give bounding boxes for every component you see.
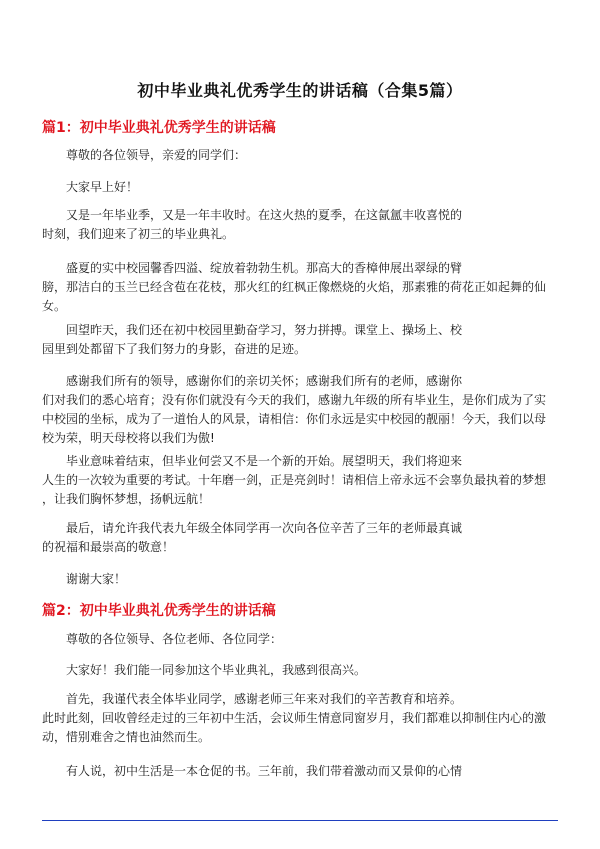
paragraph-line: 的祝福和最崇高的敬意！ bbox=[42, 540, 175, 554]
paragraph-line: 们对我们的悉心培育；没有你们就没有今天的我们，感谢九年级的所有毕业生，是你们成为了实 bbox=[42, 393, 547, 407]
section-heading-1: 篇1：初中毕业典礼优秀学生的讲话稿 bbox=[42, 120, 276, 136]
paragraph bbox=[42, 321, 562, 359]
paragraph bbox=[42, 206, 562, 244]
paragraph bbox=[42, 178, 562, 197]
paragraph-line: 大家好！我们能一同参加这个毕业典礼，我感到很高兴。 bbox=[66, 663, 367, 677]
paragraph-line: 动，惜别难舍之情也油然而生。 bbox=[42, 730, 211, 744]
paragraph-line: 最后，请允许我代表九年级全体同学再一次向各位辛苦了三年的老师最真诚 bbox=[66, 521, 463, 535]
paragraph-line: 大家早上好！ bbox=[66, 180, 139, 194]
paragraph bbox=[42, 259, 562, 316]
paragraph-line: 又是一年毕业季，又是一年丰收时。在这火热的夏季，在这氤氲丰收喜悦的 bbox=[66, 208, 463, 222]
paragraph bbox=[42, 146, 562, 165]
document-title: 初中毕业典礼优秀学生的讲话稿（合集5篇） bbox=[137, 81, 463, 100]
paragraph-line: 校为荣，明天母校将以我们为傲! bbox=[42, 431, 215, 445]
paragraph-line: ，让我们胸怀梦想，扬帆远航！ bbox=[42, 492, 211, 506]
section-heading-2: 篇2：初中毕业典礼优秀学生的讲话稿 bbox=[42, 603, 276, 619]
paragraph-line: 尊敬的各位领导、各位老师、各位同学： bbox=[66, 632, 283, 646]
paragraph-line: 园里到处都留下了我们努力的身影，奋进的足迹。 bbox=[42, 342, 307, 356]
paragraph bbox=[42, 630, 562, 649]
paragraph-line: 首先，我谨代表全体毕业同学，感谢老师三年来对我们的辛苦教育和培养。 bbox=[66, 692, 463, 706]
paragraph bbox=[42, 762, 562, 781]
paragraph-line: 人生的一次较为重要的考试。十年磨一剑，正是亮剑时！请相信上帝永远不会辜负最执着的梦想 bbox=[42, 473, 547, 487]
paragraph-line: 膀，那洁白的玉兰已经含苞在花枝，那火红的红枫正像燃烧的火焰，那素雅的荷花正如起舞的仙 bbox=[42, 280, 547, 294]
paragraph-line: 时刻，我们迎来了初三的毕业典礼。 bbox=[42, 227, 235, 241]
paragraph-line: 毕业意味着结束，但毕业何尝又不是一个新的开始。展望明天，我们将迎来 bbox=[66, 454, 463, 468]
paragraph-line: 谢谢大家！ bbox=[66, 572, 127, 586]
paragraph bbox=[42, 519, 562, 557]
paragraph-line: 此时此刻，回收曾经走过的三年初中生活，会议师生情意同窗岁月，我们都难以抑制住内心的激 bbox=[42, 711, 547, 725]
paragraph bbox=[42, 570, 562, 589]
paragraph-line: 女。 bbox=[42, 299, 67, 313]
paragraph bbox=[42, 372, 562, 448]
footer-rule bbox=[42, 820, 558, 821]
paragraph-line: 尊敬的各位领导，亲爱的同学们： bbox=[66, 148, 247, 162]
paragraph-line: 有人说，初中生活是一本仓促的书。三年前，我们带着激动而又景仰的心情 bbox=[66, 764, 463, 778]
paragraph-line: 中校园的坐标，成为了一道怡人的风景，请相信：你们永远是实中校园的靓丽！今天，我们以母 bbox=[42, 412, 547, 426]
paragraph bbox=[42, 452, 562, 509]
paragraph-line: 回望昨天，我们还在初中校园里勤奋学习，努力拼搏。课堂上、操场上、校 bbox=[66, 323, 463, 337]
paragraph bbox=[42, 690, 562, 747]
paragraph bbox=[42, 661, 562, 680]
paragraph-line: 感谢我们所有的领导，感谢你们的亲切关怀；感谢我们所有的老师，感谢你 bbox=[66, 374, 463, 388]
paragraph-line: 盛夏的实中校园馨香四溢、绽放着勃勃生机。那高大的香樟伸展出翠绿的臂 bbox=[66, 261, 463, 275]
